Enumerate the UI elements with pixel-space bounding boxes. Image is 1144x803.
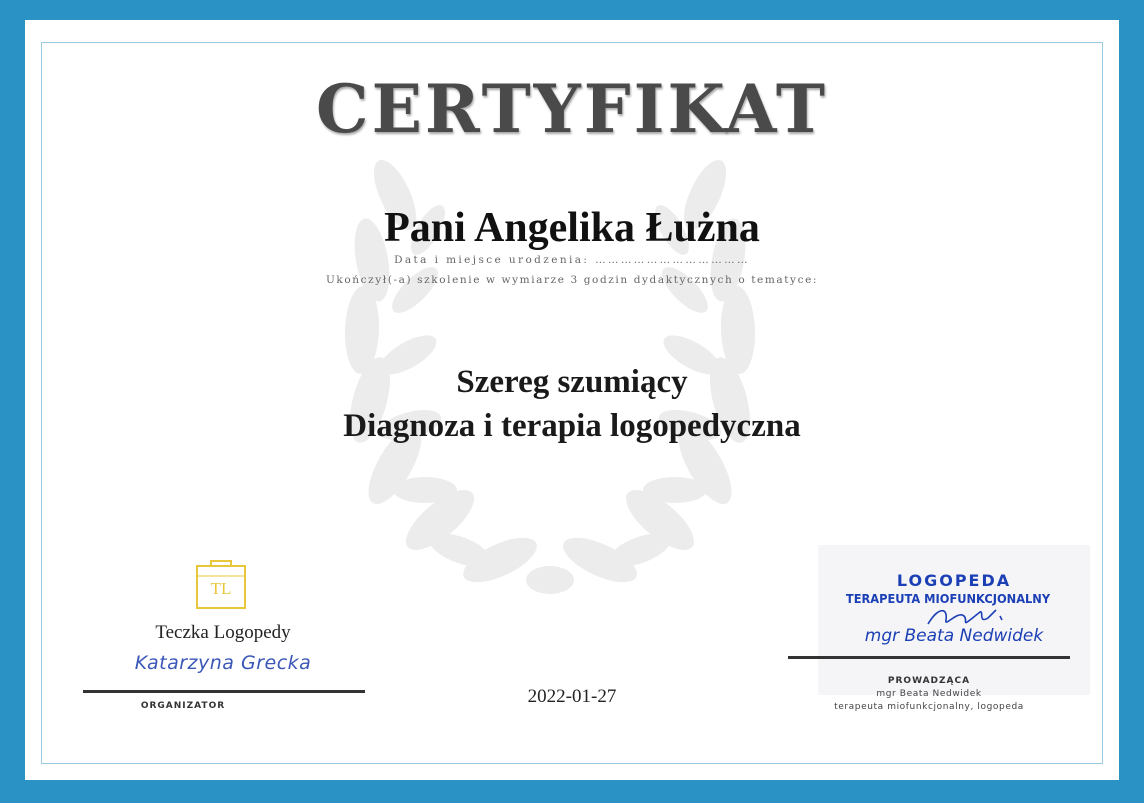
issue-date: 2022-01-27 xyxy=(527,686,617,707)
topic-line-1: Szereg szumiący xyxy=(456,364,688,400)
organizer-signature: Katarzyna Grecka xyxy=(134,652,312,674)
topic-line-2: Diagnoza i terapia logopedyczna xyxy=(343,408,801,444)
brand-name: Teczka Logopedy xyxy=(155,622,291,643)
lead-label: PROWADZĄCA xyxy=(887,676,971,686)
lead-name: mgr Beata Nedwidek xyxy=(876,689,982,699)
stamp-title: LOGOPEDA xyxy=(896,571,1012,590)
completion-line: Ukończył(-a) szkolenie w wymiarze 3 godzin dydaktycznych o tematyce: xyxy=(325,274,819,286)
teczka-logo-icon xyxy=(193,556,249,612)
organizer-label: ORGANIZATOR xyxy=(140,701,226,711)
birth-date-line: Data i miejsce urodzenia: ……………………………… xyxy=(394,254,750,266)
lead-role: terapeuta miofunkcjonalny, logopeda xyxy=(834,702,1024,712)
stamp-subtitle: TERAPEUTA MIOFUNKCJONALNY xyxy=(845,592,1051,606)
logo-monogram: TL xyxy=(210,579,232,598)
certificate-title: CERTYFIKAT xyxy=(316,70,828,148)
lead-signature-line xyxy=(788,656,1070,659)
recipient-name: Pani Angelika Łużna xyxy=(384,205,760,251)
stamp-name: mgr Beata Nedwidek xyxy=(864,626,1044,646)
